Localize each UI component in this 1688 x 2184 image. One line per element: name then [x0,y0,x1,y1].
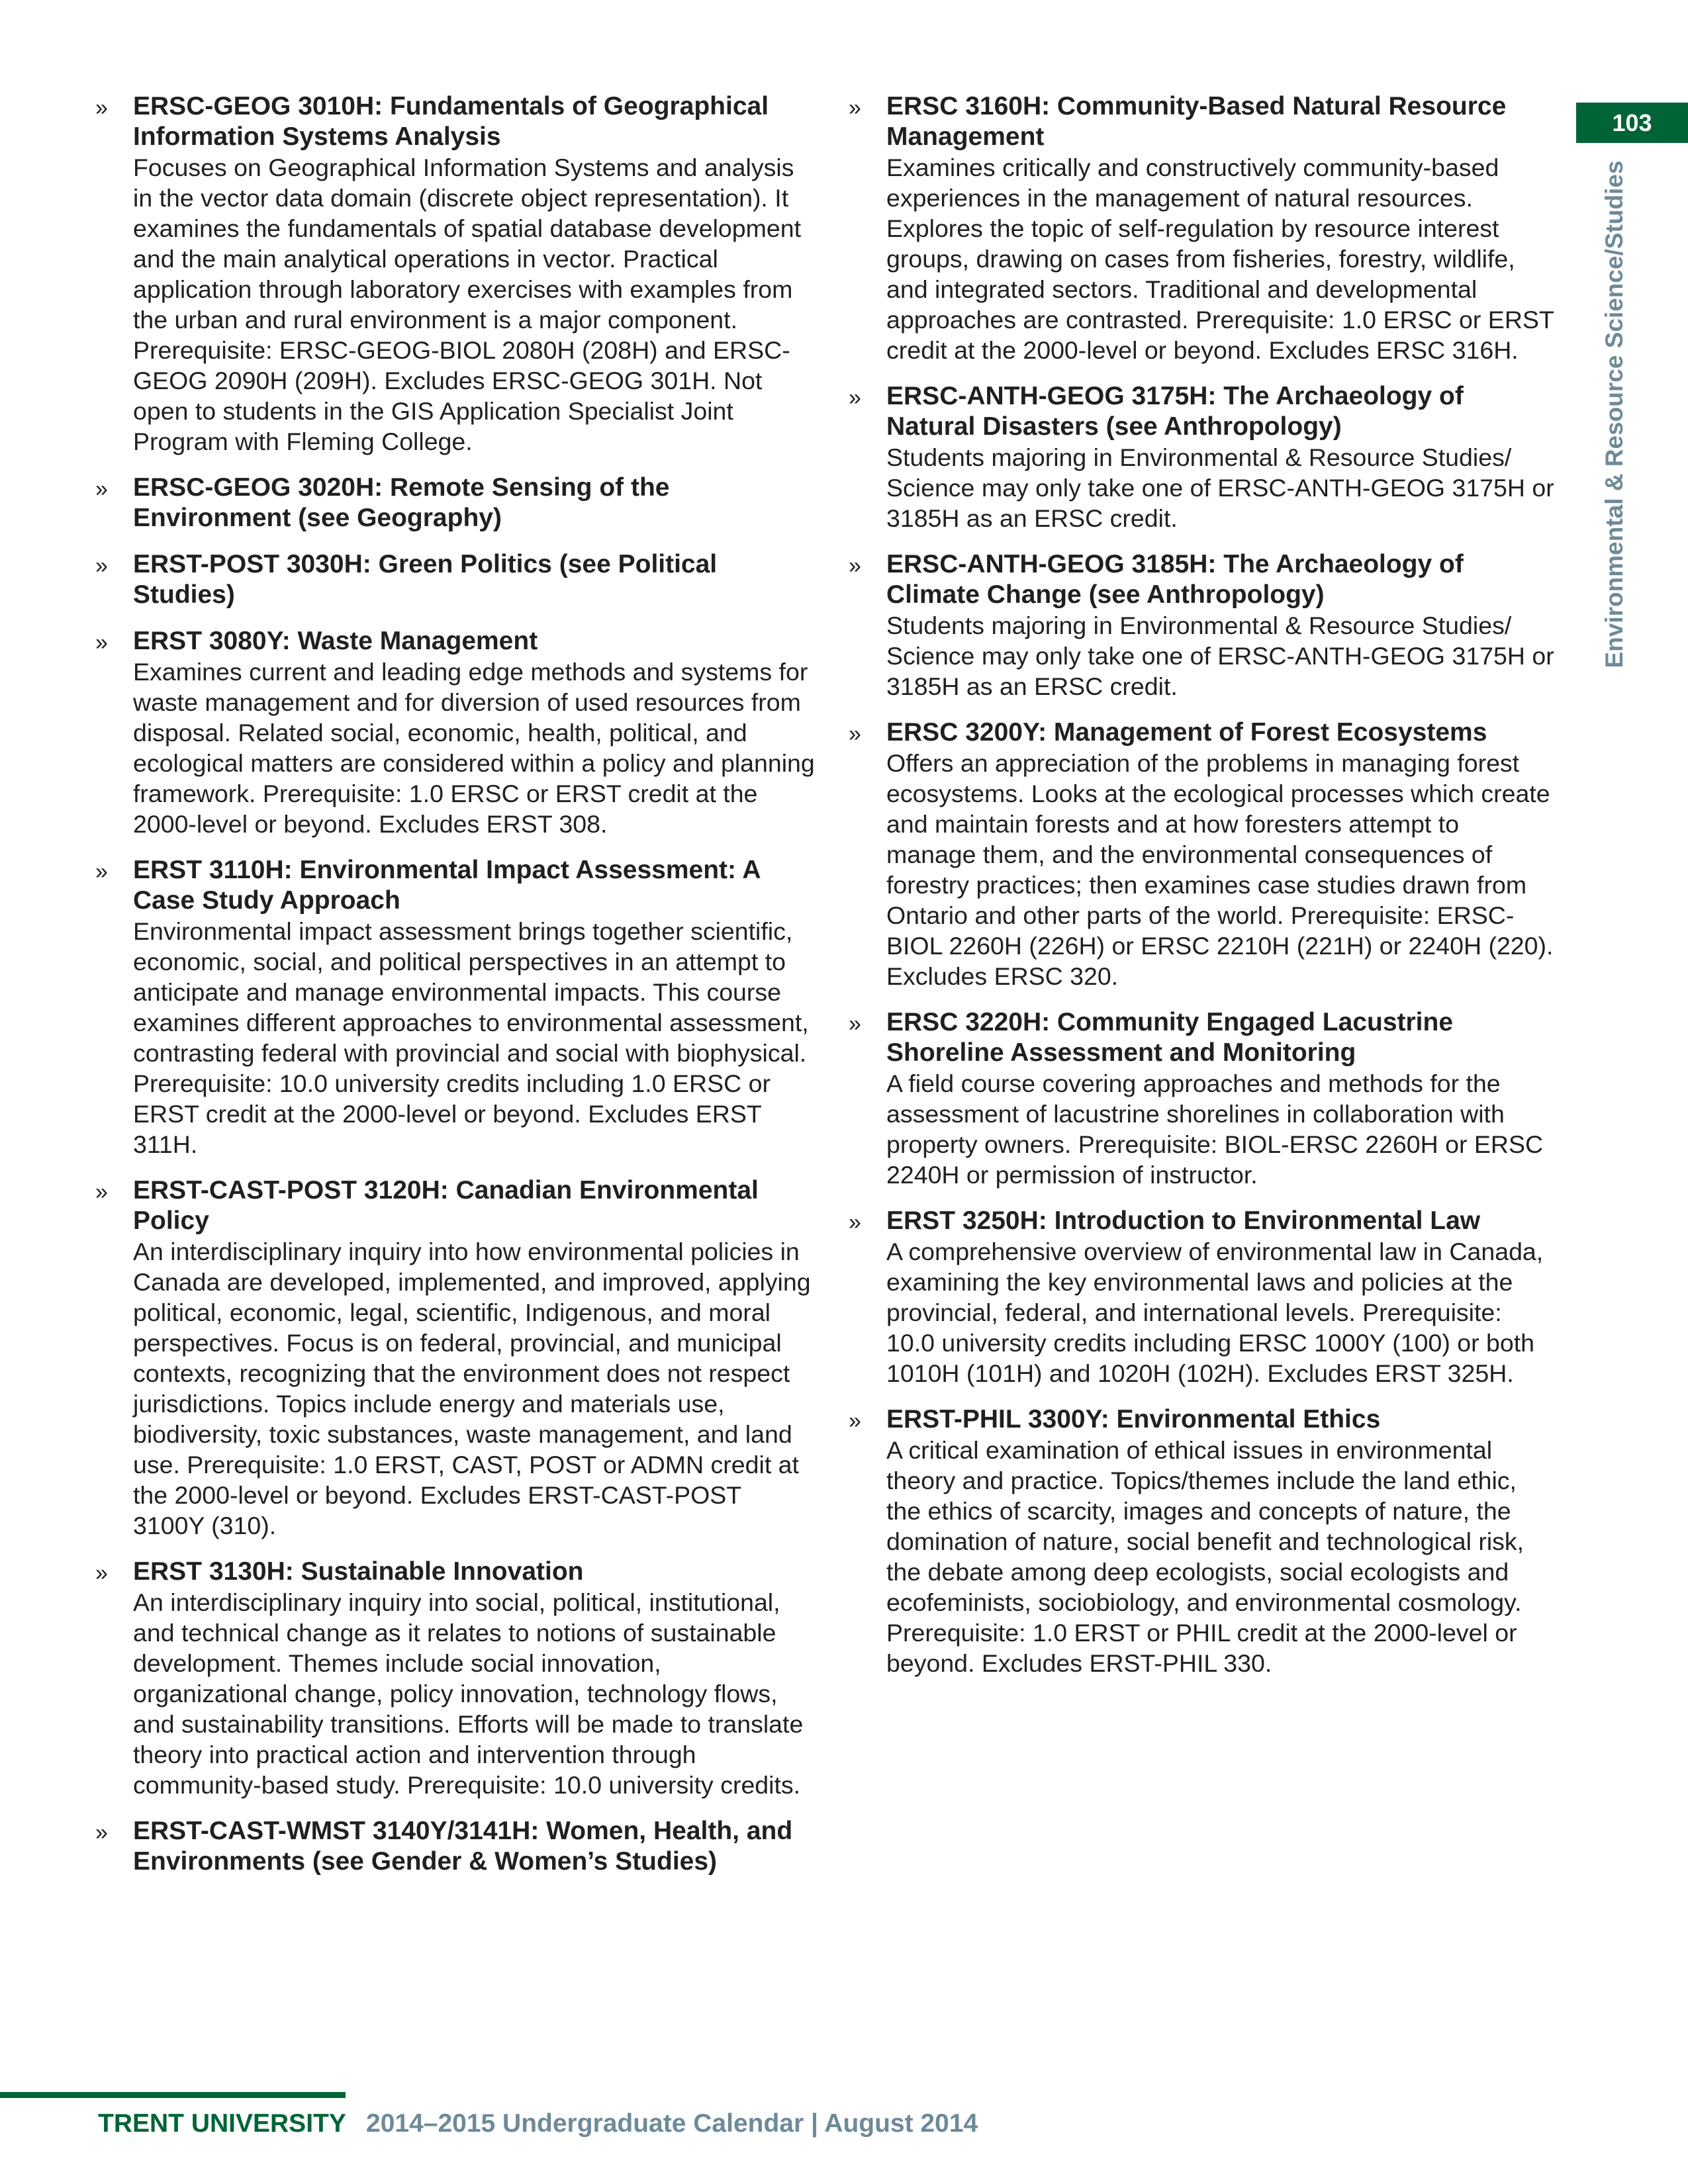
course-entry [93,1175,818,1541]
course-entry [846,91,1554,365]
course-title: ERST 3250H: Introduction to Environmental Law [886,1206,1481,1235]
course-description: Environmental impact assessment brings together scientific, economic, social, and political perspectives in an attempt to anticipate and manage environmental impacts. This course examines different approaches to environmental assessment, contrasting federal with provincial and social with biophysical. Prerequisite: 10.0 university credits including 1.0 ERSC or ERST credit at the 2000-level or beyond. Excludes ERST 311H. [133,917,809,1158]
course-entry [846,549,1554,702]
course-entry [846,381,1554,533]
course-title: ERST-CAST-POST 3120H: Canadian Environmental Policy [133,1176,759,1235]
course-entry [93,855,818,1160]
course-description: A critical examination of ethical issues in environmental theory and practice. Topics/themes include the land ethic, the ethics of scarcity, images and concepts of nature, the domination of nature, social benefit and technological risk, the debate among deep ecologists, social ecologists and ecofeminists, sociobiology, and environmental cosmology. Prerequisite: 1.0 ERST or PHIL credit at the 2000-level or beyond. Excludes ERST-PHIL 330. [886,1436,1524,1677]
right-column [846,91,1554,1694]
course-title: ERST-CAST-WMST 3140Y/3141H: Women, Health, and Environments (see Gender & Women’s Studies) [133,1817,793,1876]
bullet-icon: » [849,1408,861,1433]
course-description: Examines critically and constructively community-based experiences in the management of natural resources. Explores the topic of self-regulation by resource interest groups, drawing on cases from fisheries, forestry, wildlife, and integrated sectors. Traditional and developmental approaches are contrasted. Prerequisite: 1.0 ERSC or ERST credit at the 2000-level or beyond. Excludes ERSC 316H. [886,154,1554,364]
page-footer [98,2109,978,2139]
course-entry [93,473,818,533]
course-title: ERSC-ANTH-GEOG 3185H: The Archaeology of Climate Change (see Anthropology) [886,550,1464,609]
bullet-icon: » [849,553,861,578]
section-side-title: Environmental & Resource Science/Studies [1601,160,1628,668]
footer-calendar-info: 2014–2015 Undergraduate Calendar | August 2014 [366,2109,978,2138]
bullet-icon: » [849,1011,861,1036]
course-entry [93,549,818,610]
bullet-icon: » [95,95,108,120]
bullet-icon: » [849,95,861,120]
course-entry [846,1404,1554,1678]
course-description: Examines current and leading edge methods and systems for waste management and for diversion of used resources from disposal. Related social, economic, health, political, and ecological matters are considered within a policy and planning framework. Prerequisite: 1.0 ERSC or ERST credit at the 2000-level or beyond. Excludes ERST 308. [133,658,815,838]
course-title: ERSC 3220H: Community Engaged Lacustrine Shoreline Assessment and Monitoring [886,1008,1454,1067]
bullet-icon: » [95,1179,108,1205]
footer-university: TRENT UNIVERSITY [98,2109,346,2138]
course-entry [93,91,818,457]
course-description: An interdisciplinary inquiry into social, political, institutional, and technical change as it relates to notions of sustainable development. Themes include social innovation, organizational change, policy innovation, technology flows, and sustainability transitions. Efforts will be made to translate theory into practical action and intervention through community-based study. Prerequisite: 10.0 university credits. [133,1588,804,1799]
course-description: Offers an appreciation of the problems in managing forest ecosystems. Looks at the ecological processes which create and maintain forests and at how foresters attempt to manage them, and the environmental consequences of forestry practices; then examines case studies drawn from Ontario and other parts of the world. Prerequisite: ERSC-BIOL 2260H (226H) or ERSC 2210H (221H) or 2240H (220). Excludes ERSC 320. [886,749,1554,990]
bullet-icon: » [95,477,108,502]
course-description: A comprehensive overview of environmental law in Canada, examining the key environmental laws and policies at the provincial, federal, and international levels. Prerequisite: 10.0 university credits including ERSC 1000Y (100) or both 1010H (101H) and 1020H (102H). Excludes ERST 325H. [886,1238,1544,1387]
footer-rule [0,2092,346,2098]
bullet-icon: » [849,385,861,410]
course-title: ERSC-ANTH-GEOG 3175H: The Archaeology of Natural Disasters (see Anthropology) [886,382,1464,441]
bullet-icon: » [95,1561,108,1586]
course-description: Students majoring in Environmental & Resource Studies/ Science may only take one of ERSC-ANTH-GEOG 3175H or 3185H as an ERSC credit. [886,443,1554,532]
course-title: ERST 3130H: Sustainable Innovation [133,1557,584,1586]
course-description: Students majoring in Environmental & Resource Studies/ Science may only take one of ERSC-ANTH-GEOG 3175H or 3185H as an ERSC credit. [886,612,1554,700]
course-title: ERSC-GEOG 3020H: Remote Sensing of the Environment (see Geography) [133,473,670,532]
course-entry [846,1206,1554,1388]
course-title: ERST-PHIL 3300Y: Environmental Ethics [886,1405,1381,1433]
course-entry [846,1007,1554,1190]
course-description: Focuses on Geographical Information Systems and analysis in the vector data domain (discrete object representation). It examines the fundamentals of spatial database development and the main analytical operations in vector. Practical application through laboratory exercises with examples from the urban and rural environment is a major component. Prerequisite: ERSC-GEOG-BIOL 2080H (208H) and ERSC-GEOG 2090H (209H). Excludes ERSC-GEOG 301H. Not open to students in the GIS Application Specialist Joint Program with Fleming College. [133,154,801,455]
course-title: ERSC 3160H: Community-Based Natural Resource Management [886,92,1507,151]
course-entry [93,1816,818,1877]
course-title: ERSC-GEOG 3010H: Fundamentals of Geographical Information Systems Analysis [133,92,769,151]
left-column [93,91,818,1893]
bullet-icon: » [95,630,108,655]
course-entry [93,626,818,839]
course-title: ERST-POST 3030H: Green Politics (see Political Studies) [133,550,718,609]
course-title: ERST 3080Y: Waste Management [133,627,538,655]
bullet-icon: » [95,859,108,884]
course-description: An interdisciplinary inquiry into how environmental policies in Canada are developed, implemented, and improved, applying political, economic, legal, scientific, Indigenous, and moral perspectives. Focus is on federal, provincial, and municipal contexts, recognizing that the environment does not respect jurisdictions. Topics include energy and materials use, biodiversity, toxic substances, waste management, and land use. Prerequisite: 1.0 ERST, CAST, POST or ADMN credit at the 2000-level or beyond. Excludes ERST-CAST-POST 3100Y (310). [133,1238,811,1539]
page-number-tab: 103 [1576,103,1688,143]
course-title: ERST 3110H: Environmental Impact Assessment: A Case Study Approach [133,856,761,915]
course-entry [846,717,1554,991]
course-description: A field course covering approaches and methods for the assessment of lacustrine shorelines in collaboration with property owners. Prerequisite: BIOL-ERSC 2260H or ERSC 2240H or permission of instructor. [886,1069,1544,1189]
bullet-icon: » [849,721,861,747]
bullet-icon: » [95,553,108,578]
bullet-icon: » [849,1210,861,1235]
bullet-icon: » [95,1820,108,1845]
course-entry [93,1557,818,1800]
course-title: ERSC 3200Y: Management of Forest Ecosystems [886,718,1487,747]
